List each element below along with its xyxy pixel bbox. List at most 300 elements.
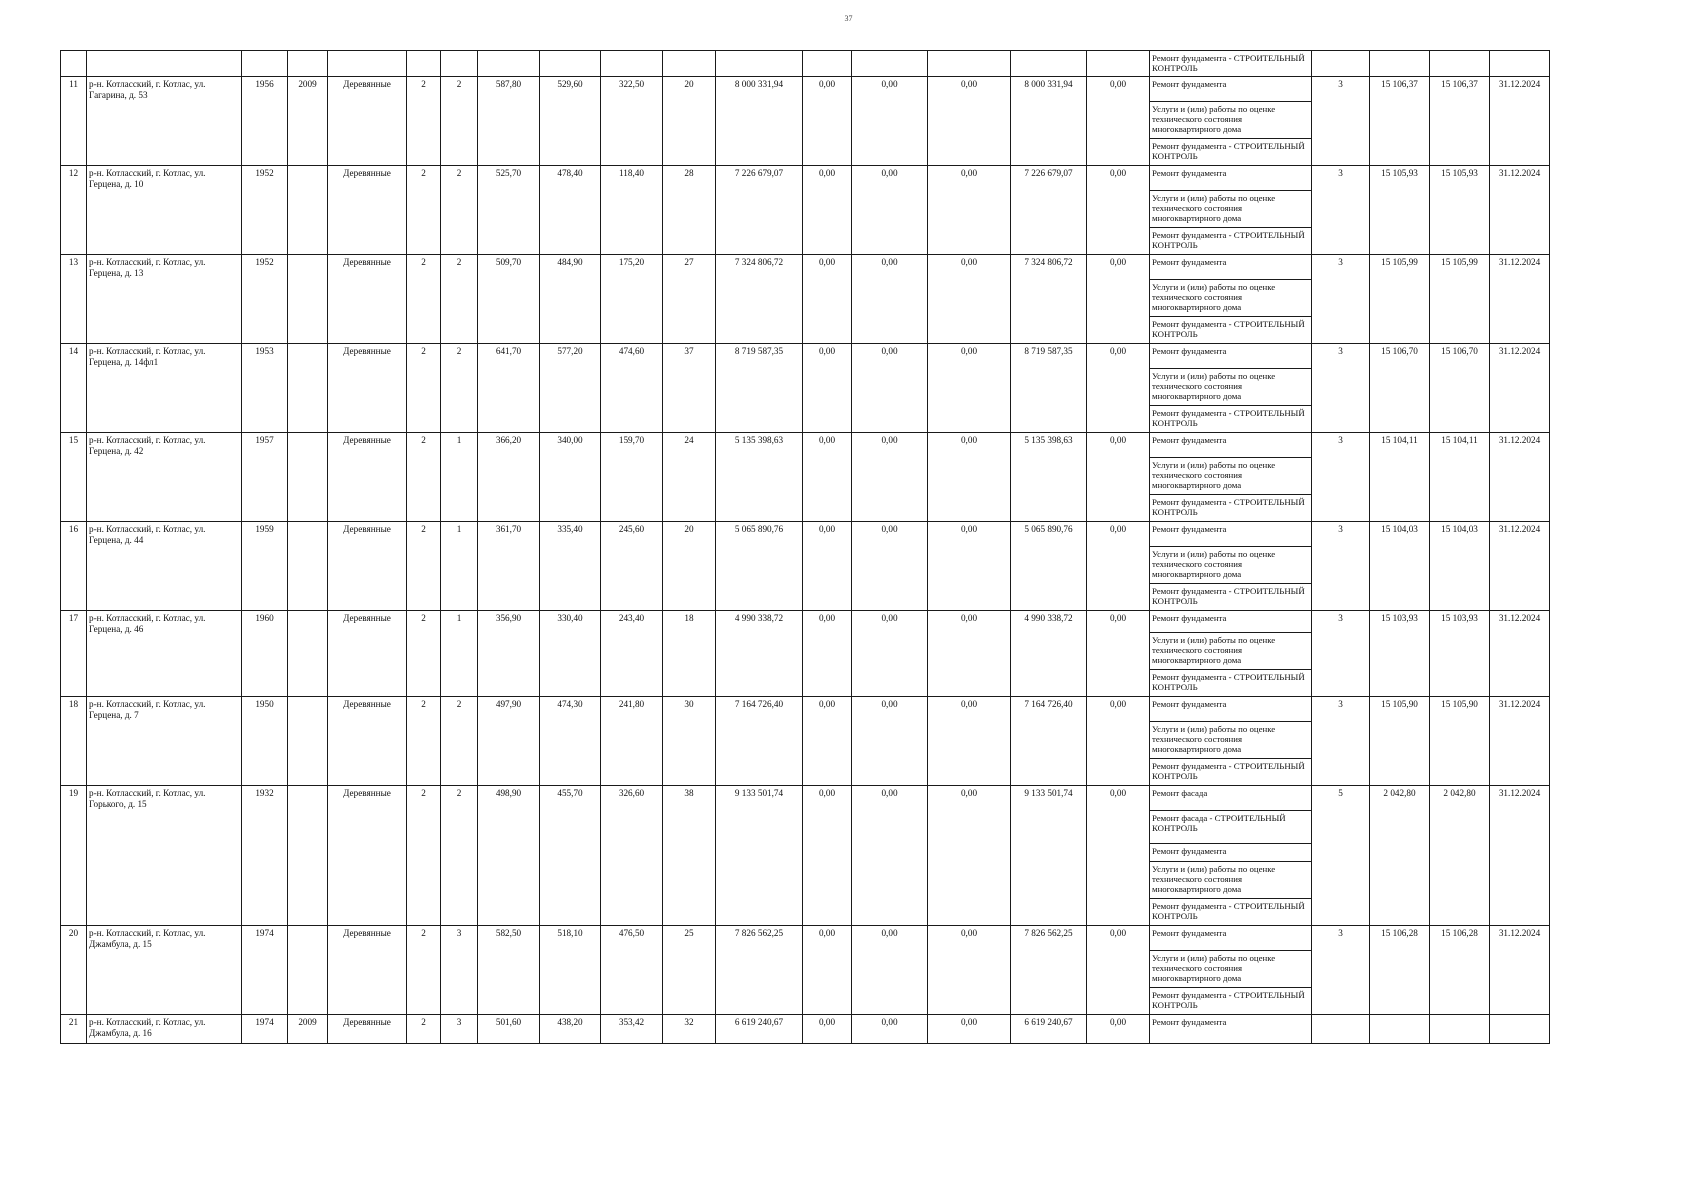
floors: 2 [407, 926, 441, 1015]
fund-1: 0,00 [803, 433, 852, 522]
row-number: 20 [61, 926, 87, 1015]
row-number: 21 [61, 1015, 87, 1044]
deadline: 31.12.2024 [1490, 697, 1550, 786]
year-overhaul [288, 255, 328, 344]
floors: 2 [407, 697, 441, 786]
year-built: 1952 [242, 255, 288, 344]
area-total: 582,50 [478, 926, 540, 1015]
deadline: 31.12.2024 [1490, 433, 1550, 522]
building-class: 3 [1312, 255, 1370, 344]
work-item: Услуги и (или) работы по оценке технического состояния многоквартирного дома [1150, 458, 1312, 495]
year-built: 1956 [242, 77, 288, 166]
page-number: 37 [844, 14, 853, 23]
overhaul-table [60, 50, 1550, 1044]
fund-2: 0,00 [852, 77, 928, 166]
cost-total: 5 065 890,76 [716, 522, 803, 611]
fund-2: 0,00 [852, 926, 928, 1015]
entrances: 2 [441, 344, 478, 433]
work-item: Ремонт фундамента [1150, 522, 1312, 547]
area-residents: 241,80 [601, 697, 663, 786]
cost-total: 7 164 726,40 [716, 697, 803, 786]
empty-cell [1490, 51, 1550, 77]
area-total: 498,90 [478, 786, 540, 926]
year-built: 1952 [242, 166, 288, 255]
fund-1: 0,00 [803, 697, 852, 786]
fund-3: 0,00 [928, 926, 1011, 1015]
building-class: 3 [1312, 344, 1370, 433]
empty-cell [441, 51, 478, 77]
fund-4: 0,00 [1087, 926, 1150, 1015]
max-cost: 15 103,93 [1430, 611, 1490, 697]
year-overhaul [288, 344, 328, 433]
wall-material: Деревянные [328, 433, 407, 522]
empty-cell [87, 51, 242, 77]
cost-owners: 7 226 679,07 [1011, 166, 1087, 255]
row-number: 16 [61, 522, 87, 611]
year-overhaul [288, 611, 328, 697]
residents-count: 25 [663, 926, 716, 1015]
max-cost: 15 105,93 [1430, 166, 1490, 255]
fund-4: 0,00 [1087, 255, 1150, 344]
fund-2: 0,00 [852, 522, 928, 611]
area-living: 529,60 [540, 77, 601, 166]
cost-owners: 6 619 240,67 [1011, 1015, 1087, 1044]
year-built: 1959 [242, 522, 288, 611]
cost-total: 7 226 679,07 [716, 166, 803, 255]
residents-count: 32 [663, 1015, 716, 1044]
fund-2: 0,00 [852, 1015, 928, 1044]
area-residents: 243,40 [601, 611, 663, 697]
fund-1: 0,00 [803, 786, 852, 926]
area-living: 478,40 [540, 166, 601, 255]
unit-cost [1370, 1015, 1430, 1044]
cost-owners: 7 324 806,72 [1011, 255, 1087, 344]
empty-cell [242, 51, 288, 77]
building-class: 5 [1312, 786, 1370, 926]
table-row [61, 786, 1550, 811]
deadline: 31.12.2024 [1490, 166, 1550, 255]
fund-3: 0,00 [928, 786, 1011, 926]
cost-owners: 7 826 562,25 [1011, 926, 1087, 1015]
cost-owners: 9 133 501,74 [1011, 786, 1087, 926]
wall-material: Деревянные [328, 1015, 407, 1044]
cost-total: 5 135 398,63 [716, 433, 803, 522]
address: р-н. Котласский, г. Котлас, ул. Герцена, д. 44 [87, 522, 242, 611]
table-row [61, 166, 1550, 191]
area-residents: 474,60 [601, 344, 663, 433]
deadline: 31.12.2024 [1490, 926, 1550, 1015]
work-item: Ремонт фундамента [1150, 1015, 1312, 1044]
fund-1: 0,00 [803, 344, 852, 433]
fund-3: 0,00 [928, 344, 1011, 433]
floors: 2 [407, 522, 441, 611]
work-item: Ремонт фундамента [1150, 77, 1312, 102]
year-overhaul [288, 522, 328, 611]
table-row [61, 344, 1550, 369]
fund-3: 0,00 [928, 166, 1011, 255]
unit-cost: 15 104,11 [1370, 433, 1430, 522]
residents-count: 37 [663, 344, 716, 433]
entrances: 2 [441, 697, 478, 786]
work-item: Ремонт фундамента - СТРОИТЕЛЬНЫЙ КОНТРОЛЬ [1150, 317, 1312, 344]
residents-count: 30 [663, 697, 716, 786]
max-cost: 2 042,80 [1430, 786, 1490, 926]
year-built: 1953 [242, 344, 288, 433]
building-class [1312, 1015, 1370, 1044]
work-item: Услуги и (или) работы по оценке технического состояния многоквартирного дома [1150, 102, 1312, 139]
address: р-н. Котласский, г. Котлас, ул. Герцена, д. 13 [87, 255, 242, 344]
area-total: 361,70 [478, 522, 540, 611]
year-overhaul: 2009 [288, 77, 328, 166]
work-item: Услуги и (или) работы по оценке технического состояния многоквартирного дома [1150, 369, 1312, 406]
wall-material: Деревянные [328, 611, 407, 697]
work-item: Услуги и (или) работы по оценке технического состояния многоквартирного дома [1150, 951, 1312, 988]
cost-total: 4 990 338,72 [716, 611, 803, 697]
empty-cell [1370, 51, 1430, 77]
empty-cell [663, 51, 716, 77]
entrances: 2 [441, 255, 478, 344]
area-residents: 476,50 [601, 926, 663, 1015]
entrances: 3 [441, 926, 478, 1015]
fund-4: 0,00 [1087, 166, 1150, 255]
row-number: 14 [61, 344, 87, 433]
work-item: Ремонт фундамента - СТРОИТЕЛЬНЫЙ КОНТРОЛЬ [1150, 228, 1312, 255]
deadline: 31.12.2024 [1490, 77, 1550, 166]
work-item: Ремонт фундамента [1150, 255, 1312, 280]
year-overhaul [288, 433, 328, 522]
work-item: Ремонт фундамента - СТРОИТЕЛЬНЫЙ КОНТРОЛЬ [1150, 584, 1312, 611]
unit-cost: 15 105,93 [1370, 166, 1430, 255]
fund-4: 0,00 [1087, 697, 1150, 786]
work-item: Ремонт фундамента - СТРОИТЕЛЬНЫЙ КОНТРОЛЬ [1150, 759, 1312, 786]
work-item: Ремонт фундамента [1150, 697, 1312, 722]
deadline: 31.12.2024 [1490, 522, 1550, 611]
building-class: 3 [1312, 77, 1370, 166]
empty-cell [601, 51, 663, 77]
building-class: 3 [1312, 433, 1370, 522]
deadline: 31.12.2024 [1490, 611, 1550, 697]
year-overhaul [288, 786, 328, 926]
fund-1: 0,00 [803, 522, 852, 611]
empty-cell [1087, 51, 1150, 77]
empty-cell [1430, 51, 1490, 77]
building-class: 3 [1312, 697, 1370, 786]
cost-total: 7 826 562,25 [716, 926, 803, 1015]
work-item: Ремонт фундамента - СТРОИТЕЛЬНЫЙ КОНТРОЛЬ [1150, 495, 1312, 522]
wall-material: Деревянные [328, 77, 407, 166]
area-living: 335,40 [540, 522, 601, 611]
work-item: Ремонт фундамента [1150, 433, 1312, 458]
table-row [61, 255, 1550, 280]
work-item: Услуги и (или) работы по оценке технического состояния многоквартирного дома [1150, 633, 1312, 670]
area-residents: 175,20 [601, 255, 663, 344]
fund-4: 0,00 [1087, 786, 1150, 926]
cost-total: 9 133 501,74 [716, 786, 803, 926]
table-row [61, 522, 1550, 547]
area-living: 474,30 [540, 697, 601, 786]
year-built: 1932 [242, 786, 288, 926]
residents-count: 24 [663, 433, 716, 522]
empty-cell [328, 51, 407, 77]
area-total: 501,60 [478, 1015, 540, 1044]
table-row [61, 1015, 1550, 1044]
area-living: 330,40 [540, 611, 601, 697]
row-number: 19 [61, 786, 87, 926]
cost-owners: 8 719 587,35 [1011, 344, 1087, 433]
cost-total: 6 619 240,67 [716, 1015, 803, 1044]
area-residents: 322,50 [601, 77, 663, 166]
year-built: 1960 [242, 611, 288, 697]
area-total: 587,80 [478, 77, 540, 166]
fund-2: 0,00 [852, 697, 928, 786]
unit-cost: 15 105,99 [1370, 255, 1430, 344]
fund-2: 0,00 [852, 786, 928, 926]
cost-total: 7 324 806,72 [716, 255, 803, 344]
wall-material: Деревянные [328, 344, 407, 433]
fund-4: 0,00 [1087, 433, 1150, 522]
year-built: 1974 [242, 926, 288, 1015]
residents-count: 38 [663, 786, 716, 926]
year-overhaul: 2009 [288, 1015, 328, 1044]
area-living: 484,90 [540, 255, 601, 344]
work-item: Ремонт фундамента [1150, 166, 1312, 191]
table-row [61, 51, 1550, 77]
fund-1: 0,00 [803, 611, 852, 697]
year-overhaul [288, 166, 328, 255]
max-cost: 15 106,70 [1430, 344, 1490, 433]
area-total: 525,70 [478, 166, 540, 255]
year-overhaul [288, 926, 328, 1015]
year-built: 1957 [242, 433, 288, 522]
deadline: 31.12.2024 [1490, 344, 1550, 433]
max-cost: 15 106,28 [1430, 926, 1490, 1015]
deadline: 31.12.2024 [1490, 786, 1550, 926]
address: р-н. Котласский, г. Котлас, ул. Герцена, д. 7 [87, 697, 242, 786]
area-total: 497,90 [478, 697, 540, 786]
residents-count: 18 [663, 611, 716, 697]
fund-4: 0,00 [1087, 522, 1150, 611]
fund-3: 0,00 [928, 697, 1011, 786]
unit-cost: 15 104,03 [1370, 522, 1430, 611]
fund-2: 0,00 [852, 611, 928, 697]
fund-4: 0,00 [1087, 611, 1150, 697]
floors: 2 [407, 611, 441, 697]
row-number: 13 [61, 255, 87, 344]
table-row [61, 77, 1550, 102]
unit-cost: 15 105,90 [1370, 697, 1430, 786]
address: р-н. Котласский, г. Котлас, ул. Герцена, д. 14фл1 [87, 344, 242, 433]
fund-1: 0,00 [803, 926, 852, 1015]
floors: 2 [407, 166, 441, 255]
work-item: Услуги и (или) работы по оценке технического состояния многоквартирного дома [1150, 280, 1312, 317]
fund-2: 0,00 [852, 344, 928, 433]
table-body [61, 51, 1550, 1044]
entrances: 1 [441, 611, 478, 697]
building-class: 3 [1312, 166, 1370, 255]
area-living: 340,00 [540, 433, 601, 522]
fund-3: 0,00 [928, 611, 1011, 697]
empty-cell [478, 51, 540, 77]
wall-material: Деревянные [328, 166, 407, 255]
fund-3: 0,00 [928, 77, 1011, 166]
max-cost: 15 106,37 [1430, 77, 1490, 166]
area-living: 438,20 [540, 1015, 601, 1044]
work-item: Услуги и (или) работы по оценке технического состояния многоквартирного дома [1150, 191, 1312, 228]
unit-cost: 15 103,93 [1370, 611, 1430, 697]
entrances: 3 [441, 1015, 478, 1044]
fund-4: 0,00 [1087, 1015, 1150, 1044]
work-item: Ремонт фасада [1150, 786, 1312, 811]
work-item: Ремонт фундамента - СТРОИТЕЛЬНЫЙ КОНТРОЛЬ [1150, 51, 1312, 77]
floors: 2 [407, 433, 441, 522]
cost-owners: 7 164 726,40 [1011, 697, 1087, 786]
row-number: 11 [61, 77, 87, 166]
table-row [61, 433, 1550, 458]
fund-2: 0,00 [852, 166, 928, 255]
address: р-н. Котласский, г. Котлас, ул. Герцена, д. 46 [87, 611, 242, 697]
area-residents: 118,40 [601, 166, 663, 255]
work-item: Ремонт фундамента [1150, 926, 1312, 951]
deadline [1490, 1015, 1550, 1044]
work-item: Ремонт фундамента - СТРОИТЕЛЬНЫЙ КОНТРОЛЬ [1150, 406, 1312, 433]
table-row [61, 611, 1550, 633]
empty-cell [540, 51, 601, 77]
area-residents: 353,42 [601, 1015, 663, 1044]
wall-material: Деревянные [328, 255, 407, 344]
area-total: 641,70 [478, 344, 540, 433]
floors: 2 [407, 344, 441, 433]
empty-cell [288, 51, 328, 77]
floors: 2 [407, 255, 441, 344]
area-living: 577,20 [540, 344, 601, 433]
fund-1: 0,00 [803, 166, 852, 255]
entrances: 2 [441, 166, 478, 255]
max-cost [1430, 1015, 1490, 1044]
area-living: 455,70 [540, 786, 601, 926]
deadline: 31.12.2024 [1490, 255, 1550, 344]
address: р-н. Котласский, г. Котлас, ул. Горького, д. 15 [87, 786, 242, 926]
floors: 2 [407, 1015, 441, 1044]
cost-owners: 4 990 338,72 [1011, 611, 1087, 697]
row-number: 15 [61, 433, 87, 522]
row-number: 17 [61, 611, 87, 697]
empty-cell [803, 51, 852, 77]
work-item: Услуги и (или) работы по оценке технического состояния многоквартирного дома [1150, 547, 1312, 584]
address: р-н. Котласский, г. Котлас, ул. Джамбула, д. 16 [87, 1015, 242, 1044]
entrances: 1 [441, 433, 478, 522]
entrances: 2 [441, 77, 478, 166]
building-class: 3 [1312, 926, 1370, 1015]
empty-cell [716, 51, 803, 77]
empty-cell [928, 51, 1011, 77]
area-total: 509,70 [478, 255, 540, 344]
unit-cost: 15 106,28 [1370, 926, 1430, 1015]
unit-cost: 15 106,70 [1370, 344, 1430, 433]
work-item: Ремонт фундамента [1150, 344, 1312, 369]
year-built: 1974 [242, 1015, 288, 1044]
area-total: 366,20 [478, 433, 540, 522]
unit-cost: 15 106,37 [1370, 77, 1430, 166]
fund-3: 0,00 [928, 1015, 1011, 1044]
empty-cell [852, 51, 928, 77]
cost-total: 8 719 587,35 [716, 344, 803, 433]
floors: 2 [407, 77, 441, 166]
fund-1: 0,00 [803, 1015, 852, 1044]
fund-1: 0,00 [803, 255, 852, 344]
area-total: 356,90 [478, 611, 540, 697]
area-residents: 245,60 [601, 522, 663, 611]
work-item: Ремонт фундамента [1150, 611, 1312, 633]
empty-cell [1011, 51, 1087, 77]
residents-count: 28 [663, 166, 716, 255]
row-number: 12 [61, 166, 87, 255]
entrances: 1 [441, 522, 478, 611]
fund-3: 0,00 [928, 255, 1011, 344]
area-residents: 159,70 [601, 433, 663, 522]
address: р-н. Котласский, г. Котлас, ул. Герцена, д. 42 [87, 433, 242, 522]
empty-cell [407, 51, 441, 77]
address: р-н. Котласский, г. Котлас, ул. Гагарина, д. 53 [87, 77, 242, 166]
max-cost: 15 105,90 [1430, 697, 1490, 786]
area-residents: 326,60 [601, 786, 663, 926]
address: р-н. Котласский, г. Котлас, ул. Герцена, д. 10 [87, 166, 242, 255]
cost-total: 8 000 331,94 [716, 77, 803, 166]
work-item: Ремонт фундамента - СТРОИТЕЛЬНЫЙ КОНТРОЛЬ [1150, 670, 1312, 697]
work-item: Ремонт фасада - СТРОИТЕЛЬНЫЙ КОНТРОЛЬ [1150, 811, 1312, 844]
table-row [61, 697, 1550, 722]
work-item: Ремонт фундамента - СТРОИТЕЛЬНЫЙ КОНТРОЛЬ [1150, 988, 1312, 1015]
row-number: 18 [61, 697, 87, 786]
wall-material: Деревянные [328, 926, 407, 1015]
empty-cell [1312, 51, 1370, 77]
fund-3: 0,00 [928, 522, 1011, 611]
address: р-н. Котласский, г. Котлас, ул. Джамбула, д. 15 [87, 926, 242, 1015]
cost-owners: 5 065 890,76 [1011, 522, 1087, 611]
cost-owners: 8 000 331,94 [1011, 77, 1087, 166]
unit-cost: 2 042,80 [1370, 786, 1430, 926]
building-class: 3 [1312, 611, 1370, 697]
floors: 2 [407, 786, 441, 926]
year-built: 1950 [242, 697, 288, 786]
residents-count: 27 [663, 255, 716, 344]
work-item: Ремонт фундамента - СТРОИТЕЛЬНЫЙ КОНТРОЛЬ [1150, 139, 1312, 166]
max-cost: 15 104,11 [1430, 433, 1490, 522]
fund-2: 0,00 [852, 255, 928, 344]
building-class: 3 [1312, 522, 1370, 611]
table-row [61, 926, 1550, 951]
max-cost: 15 104,03 [1430, 522, 1490, 611]
empty-cell [61, 51, 87, 77]
area-living: 518,10 [540, 926, 601, 1015]
residents-count: 20 [663, 77, 716, 166]
fund-3: 0,00 [928, 433, 1011, 522]
wall-material: Деревянные [328, 522, 407, 611]
fund-2: 0,00 [852, 433, 928, 522]
fund-4: 0,00 [1087, 344, 1150, 433]
residents-count: 20 [663, 522, 716, 611]
fund-4: 0,00 [1087, 77, 1150, 166]
entrances: 2 [441, 786, 478, 926]
work-item: Услуги и (или) работы по оценке технического состояния многоквартирного дома [1150, 862, 1312, 899]
wall-material: Деревянные [328, 697, 407, 786]
work-item: Ремонт фундамента [1150, 844, 1312, 862]
wall-material: Деревянные [328, 786, 407, 926]
work-item: Услуги и (или) работы по оценке технического состояния многоквартирного дома [1150, 722, 1312, 759]
fund-1: 0,00 [803, 77, 852, 166]
work-item: Ремонт фундамента - СТРОИТЕЛЬНЫЙ КОНТРОЛЬ [1150, 899, 1312, 926]
cost-owners: 5 135 398,63 [1011, 433, 1087, 522]
year-overhaul [288, 697, 328, 786]
